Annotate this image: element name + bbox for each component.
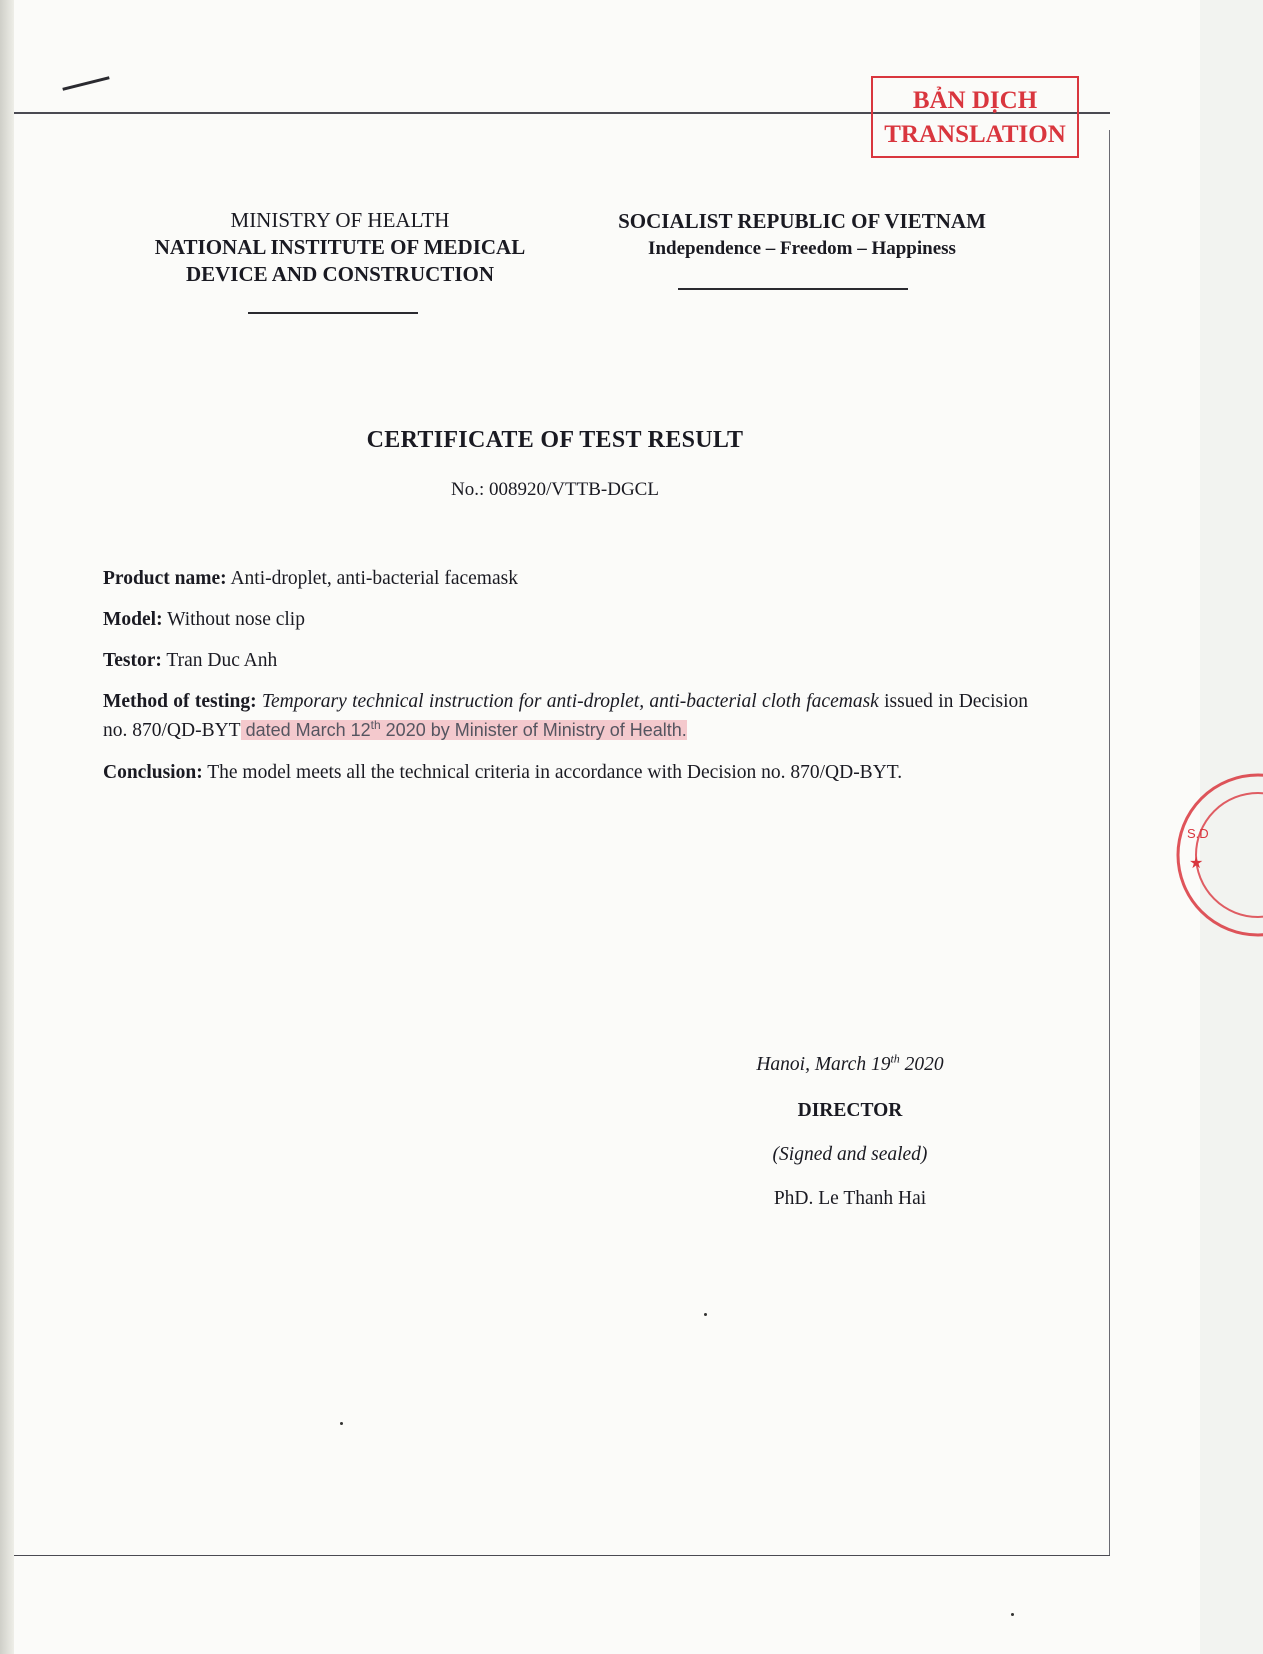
method-field (103, 688, 1028, 745)
product-name-label: Product name: (103, 568, 227, 589)
highlight-issuer-text: 2020 by Minister of Ministry of Health. (380, 720, 687, 740)
motto-underline (678, 288, 908, 290)
ministry-name: MINISTRY OF HEALTH (230, 208, 450, 232)
highlight-date-ordinal: th (370, 718, 381, 732)
national-motto: Independence – Freedom – Happiness (648, 238, 956, 259)
document-title: CERTIFICATE OF TEST RESULT (366, 427, 744, 453)
svg-text:★: ★ (1189, 855, 1204, 872)
red-seal-partial (1163, 770, 1263, 940)
national-header (582, 208, 1022, 262)
model-value: Without nose clip (162, 609, 305, 630)
translation-stamp (871, 76, 1079, 158)
issuer-header (110, 207, 570, 288)
issuer-underline (248, 312, 418, 314)
republic-name: SOCIALIST REPUBLIC OF VIETNAM (618, 209, 986, 233)
testor-value: Tran Duc Anh (161, 650, 278, 671)
product-name-field (103, 565, 1028, 593)
frame-bottom-border (14, 1555, 1110, 1556)
model-label: Model: (103, 609, 163, 630)
signature-block (700, 1051, 1000, 1210)
scan-speck (704, 1313, 707, 1316)
product-name-value: Anti-droplet, anti-bacterial facemask (226, 568, 518, 589)
certificate-body (103, 565, 1028, 800)
signing-date-ordinal: th (890, 1051, 900, 1066)
method-decision: issued in Decision no. 870/QD-BYT (103, 691, 1029, 741)
conclusion-label: Conclusion: (103, 762, 203, 783)
institute-name-line1: NATIONAL INSTITUTE OF MEDICAL (154, 235, 526, 259)
method-label: Method of testing: (103, 691, 257, 712)
certificate-number: No.: 008920/VTTB-DGCL (451, 479, 659, 500)
stamp-line-vietnamese: BẢN DỊCH (912, 87, 1038, 114)
institute-name-line2: DEVICE AND CONSTRUCTION (185, 262, 495, 286)
model-field (103, 606, 1028, 634)
stamp-line-english: TRANSLATION (884, 121, 1066, 148)
svg-text:S.D: S.D (1187, 826, 1209, 841)
signer-role: DIRECTOR (797, 1100, 903, 1121)
highlight-date-text: dated March 12 (240, 720, 371, 740)
scan-speck (1011, 1613, 1014, 1616)
signer-name: PhD. Le Thanh Hai (773, 1188, 927, 1209)
method-highlighted-date (241, 720, 687, 740)
testor-label: Testor: (103, 650, 162, 671)
scan-binding-edge (0, 0, 14, 1654)
signing-place-date (700, 1051, 1000, 1076)
conclusion-value: The model meets all the technical criteria in accordance with Decision no. 870/QD-BYT. (202, 762, 903, 783)
method-instruction-title: Temporary technical instruction for anti-droplet, anti-bacterial cloth facemask (256, 691, 879, 712)
signing-date-text: Hanoi, March 19 (756, 1054, 891, 1075)
signing-year: 2020 (899, 1054, 944, 1075)
frame-right-border (1109, 130, 1110, 1556)
scan-speck (340, 1422, 343, 1425)
scan-pen-mark (62, 76, 109, 91)
conclusion-field (103, 759, 1028, 787)
testor-field (103, 647, 1028, 675)
signed-sealed-note: (Signed and sealed) (772, 1144, 928, 1165)
